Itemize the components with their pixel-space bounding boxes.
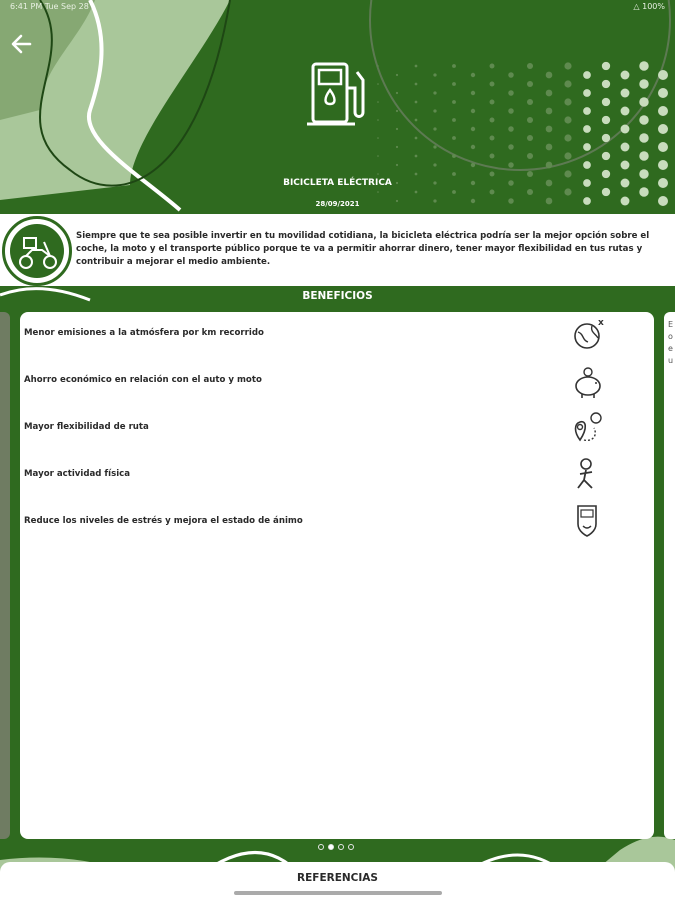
status-battery: △ 100% (633, 2, 665, 11)
piggy-bank-icon (568, 364, 606, 402)
map-pin-icon (568, 410, 606, 448)
benefit-item: Ahorro económico en relación con el auto y moto (24, 375, 262, 385)
intro-text: Siempre que te sea posible invertir en tu movilidad cotidiana, la bicicleta eléctrica podría ser la mejor opción sobre el coche, la moto y el transporte público porque te va a permitir ahorrar dinero, tener mayor flexibilidad en tus rutas y contribuir a mejorar el medio ambiente. (76, 231, 650, 267)
status-time: 6:41 PM Tue Sep 28 (10, 2, 89, 11)
pagination-dot[interactable] (348, 844, 354, 850)
emotion-mask-icon (568, 502, 606, 540)
carousel-next-card[interactable]: E o e u (664, 312, 675, 839)
references-button[interactable]: REFERENCIAS (297, 872, 378, 884)
back-button[interactable] (8, 30, 36, 58)
fuel-pump-icon (303, 58, 373, 130)
benefit-item: Reduce los niveles de estrés y mejora el estado de ánimo (24, 516, 303, 526)
section-title: BENEFICIOS (302, 290, 373, 302)
benefit-item: Mayor flexibilidad de ruta (24, 422, 149, 432)
intro-badge (2, 216, 72, 286)
arrow-left-icon (8, 30, 36, 58)
pagination-dot-active[interactable] (328, 844, 334, 850)
globe-icon (568, 316, 606, 354)
pagination-dot[interactable] (318, 844, 324, 850)
carousel-pagination (318, 844, 358, 852)
svg-text:x: x (598, 318, 604, 328)
benefits-card (20, 312, 654, 839)
benefit-item: Menor emisiones a la atmósfera por km recorrido (24, 328, 264, 338)
electric-scooter-icon (10, 224, 64, 278)
running-person-icon (568, 456, 606, 494)
benefit-item: Mayor actividad física (24, 469, 131, 479)
home-indicator (234, 891, 442, 895)
page-title: BICICLETA ELÉCTRICA (283, 178, 392, 188)
pagination-dot[interactable] (338, 844, 344, 850)
carousel-prev-card[interactable] (0, 312, 10, 839)
status-bar (10, 2, 665, 14)
page-date: 28/09/2021 (315, 200, 360, 208)
